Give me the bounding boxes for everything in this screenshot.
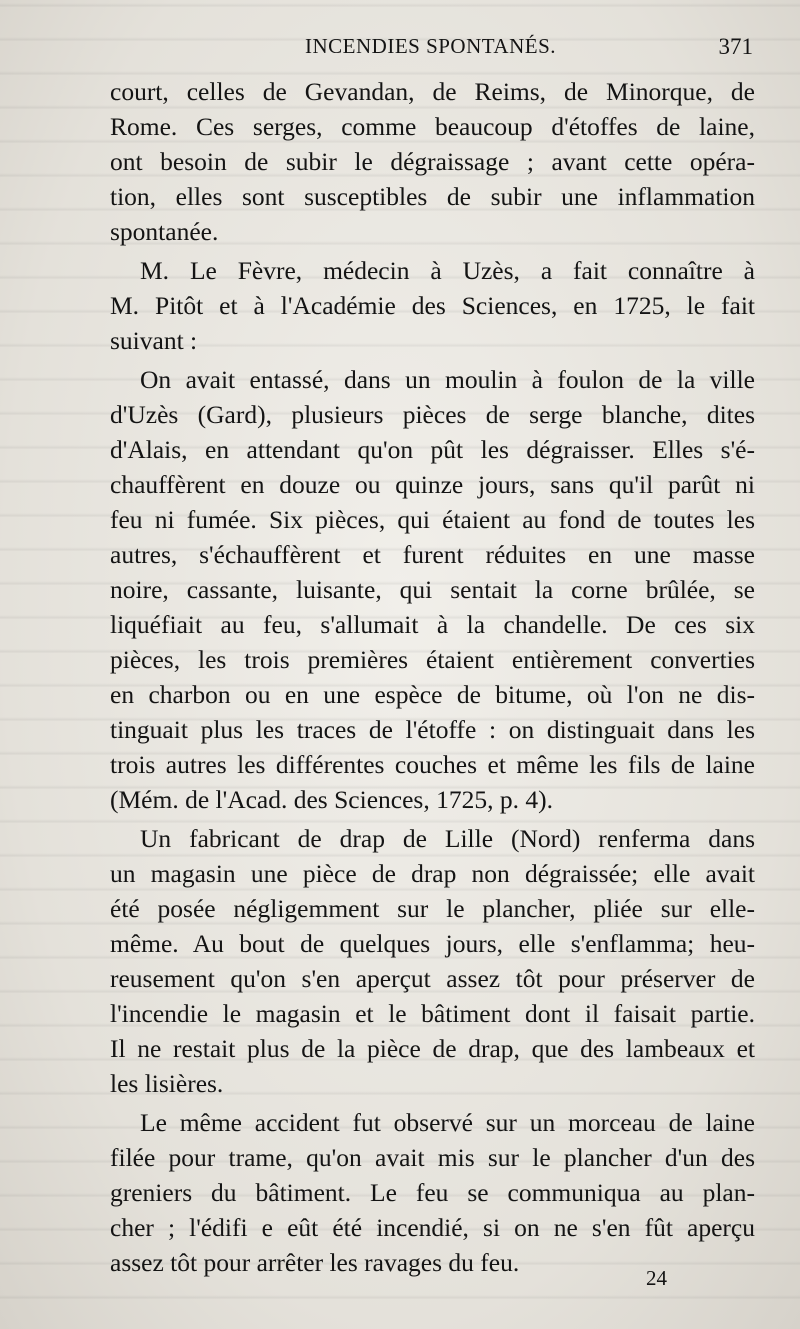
text-line: assez tôt pour arrêter les ravages du feu.	[110, 1248, 520, 1277]
text-line: tinguait plus les traces de l'étoffe : on distinguait dans les	[110, 715, 755, 744]
paragraph	[110, 821, 755, 1101]
text-line: les lisières.	[110, 1069, 224, 1098]
text-line: tion, elles sont susceptibles de subir une inflammation	[110, 182, 755, 211]
text-line: ont besoin de subir le dégraissage ; avant cette opéra-	[110, 147, 755, 176]
text-line: suivant :	[110, 326, 198, 355]
text-line: liquéfiait au feu, s'allumait à la chandelle. De ces six	[110, 610, 755, 639]
signature-mark: 24	[646, 1266, 667, 1290]
text-line: feu ni fumée. Six pièces, qui étaient au fond de toutes les	[110, 505, 755, 534]
paragraph	[110, 362, 755, 817]
text-line: greniers du bâtiment. Le feu se communiqua au plan-	[110, 1178, 755, 1207]
text-line: chauffèrent en douze ou quinze jours, sans qu'il parût ni	[110, 470, 755, 499]
text-line: d'Uzès (Gard), plusieurs pièces de serge blanche, dites	[110, 400, 755, 429]
text-line: noire, cassante, luisante, qui sentait la corne brûlée, se	[110, 575, 755, 604]
text-line: autres, s'échauffèrent et furent réduites en une masse	[110, 540, 755, 569]
page-number: 371	[718, 34, 753, 59]
text-line: On avait entassé, dans un moulin à foulon de la ville	[140, 365, 755, 394]
running-title: INCENDIES SPONTANÉS.	[305, 34, 556, 58]
text-line: reusement qu'on s'en aperçut assez tôt pour préserver de	[110, 964, 755, 993]
paragraph	[110, 74, 755, 249]
paragraph	[110, 253, 755, 358]
text-line: un magasin une pièce de drap non dégraissée; elle avait	[110, 859, 755, 888]
text-line: d'Alais, en attendant qu'on pût les dégraisser. Elles s'é-	[110, 435, 755, 464]
text-line: spontanée.	[110, 217, 219, 246]
text-line: cher ; l'édifi e eût été incendié, si on ne s'en fût aperçu	[110, 1213, 755, 1242]
text-line: Il ne restait plus de la pièce de drap, que des lambeaux et	[110, 1034, 755, 1063]
text-line: en charbon ou en une espèce de bitume, où l'on ne dis-	[110, 680, 755, 709]
page-header	[108, 34, 753, 74]
text-line: filée pour trame, qu'on avait mis sur le plancher d'un des	[110, 1143, 755, 1172]
text-line: trois autres les différentes couches et même les fils de laine	[110, 750, 755, 779]
text-line: court, celles de Gevandan, de Reims, de Minorque, de	[110, 77, 755, 106]
paragraph	[110, 1105, 755, 1280]
text-line: (Mém. de l'Acad. des Sciences, 1725, p. 4).	[110, 785, 553, 814]
text-line: Rome. Ces serges, comme beaucoup d'étoffes de laine,	[110, 112, 755, 141]
text-line: pièces, les trois premières étaient entièrement converties	[110, 645, 755, 674]
text-line: M. Pitôt et à l'Académie des Sciences, en 1725, le fait	[110, 291, 755, 320]
text-line: Un fabricant de drap de Lille (Nord) renferma dans	[140, 824, 755, 853]
text-line: même. Au bout de quelques jours, elle s'enflamma; heu-	[110, 929, 755, 958]
text-line: Le même accident fut observé sur un morceau de laine	[140, 1108, 755, 1137]
text-line: M. Le Fèvre, médecin à Uzès, a fait connaître à	[140, 256, 755, 285]
text-line: l'incendie le magasin et le bâtiment dont il faisait partie.	[110, 999, 755, 1028]
text-line: été posée négligemment sur le plancher, pliée sur elle-	[110, 894, 755, 923]
body-text	[110, 74, 755, 1280]
